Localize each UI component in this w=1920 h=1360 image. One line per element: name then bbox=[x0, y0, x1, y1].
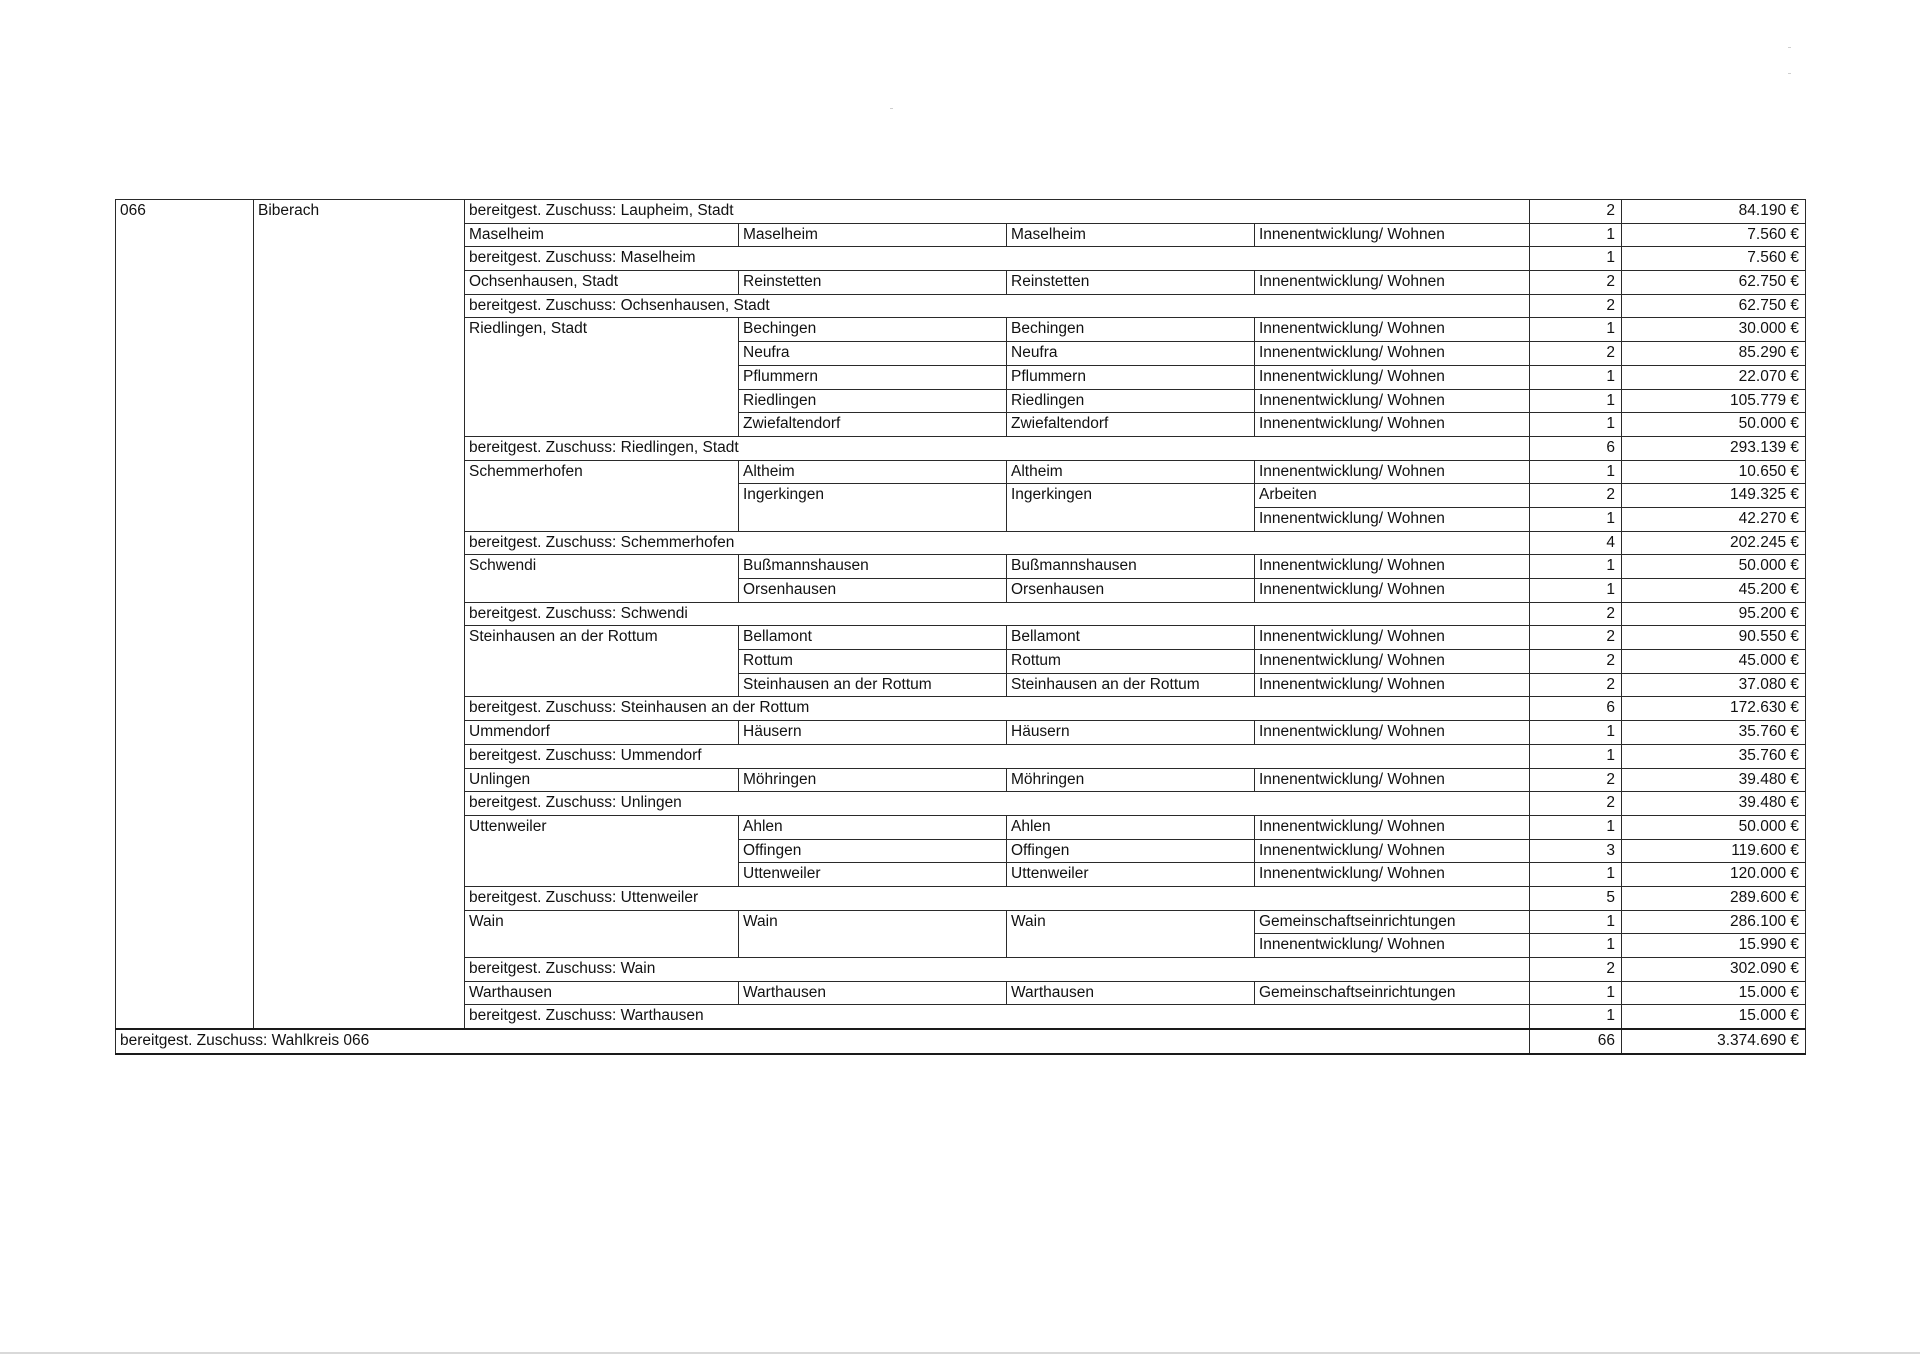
ortsteil-cell: Warthausen bbox=[739, 981, 1007, 1005]
anzahl-cell: 1 bbox=[1530, 934, 1622, 958]
betrag-cell: 7.560 € bbox=[1622, 247, 1806, 271]
anzahl-cell: 6 bbox=[1530, 697, 1622, 721]
ortsteil-cell: Bellamont bbox=[739, 626, 1007, 650]
schwerpunkt-cell: Innenentwicklung/ Wohnen bbox=[1255, 839, 1530, 863]
schwerpunkt-cell: Innenentwicklung/ Wohnen bbox=[1255, 863, 1530, 887]
anzahl-cell: 1 bbox=[1530, 460, 1622, 484]
total-betrag: 3.374.690 € bbox=[1622, 1029, 1806, 1054]
anzahl-cell: 4 bbox=[1530, 531, 1622, 555]
schwerpunkt-cell: Innenentwicklung/ Wohnen bbox=[1255, 815, 1530, 839]
betrag-cell: 95.200 € bbox=[1622, 602, 1806, 626]
page-bottom-edge bbox=[0, 1352, 1920, 1354]
ort-cell: Riedlingen bbox=[1007, 389, 1255, 413]
ortsteil-cell: Möhringen bbox=[739, 768, 1007, 792]
schwerpunkt-cell: Innenentwicklung/ Wohnen bbox=[1255, 650, 1530, 674]
ortsteil-cell: Steinhausen an der Rottum bbox=[739, 673, 1007, 697]
betrag-cell: 289.600 € bbox=[1622, 886, 1806, 910]
gemeinde-cell: Steinhausen an der Rottum bbox=[465, 626, 739, 697]
anzahl-cell: 2 bbox=[1530, 792, 1622, 816]
total-anzahl: 66 bbox=[1530, 1029, 1622, 1054]
ort-cell: Ingerkingen bbox=[1007, 484, 1255, 531]
ortsteil-cell: Reinstetten bbox=[739, 271, 1007, 295]
anzahl-cell: 2 bbox=[1530, 342, 1622, 366]
anzahl-cell: 5 bbox=[1530, 886, 1622, 910]
betrag-cell: 50.000 € bbox=[1622, 815, 1806, 839]
ortsteil-cell: Pflummern bbox=[739, 365, 1007, 389]
betrag-cell: 105.779 € bbox=[1622, 389, 1806, 413]
schwerpunkt-cell: Innenentwicklung/ Wohnen bbox=[1255, 389, 1530, 413]
anzahl-cell: 1 bbox=[1530, 389, 1622, 413]
betrag-cell: 62.750 € bbox=[1622, 271, 1806, 295]
betrag-cell: 85.290 € bbox=[1622, 342, 1806, 366]
schwerpunkt-cell: Innenentwicklung/ Wohnen bbox=[1255, 934, 1530, 958]
ortsteil-cell: Riedlingen bbox=[739, 389, 1007, 413]
ort-cell: Ahlen bbox=[1007, 815, 1255, 839]
anzahl-cell: 1 bbox=[1530, 365, 1622, 389]
subtotal-label: bereitgest. Zuschuss: Steinhausen an der Rottum bbox=[465, 697, 1530, 721]
anzahl-cell: 1 bbox=[1530, 910, 1622, 934]
anzahl-cell: 2 bbox=[1530, 673, 1622, 697]
ortsteil-cell: Bechingen bbox=[739, 318, 1007, 342]
schwerpunkt-cell: Gemeinschaftseinrichtungen bbox=[1255, 910, 1530, 934]
anzahl-cell: 1 bbox=[1530, 247, 1622, 271]
ortsteil-cell: Neufra bbox=[739, 342, 1007, 366]
anzahl-cell: 2 bbox=[1530, 294, 1622, 318]
ort-cell: Bußmannshausen bbox=[1007, 555, 1255, 579]
ortsteil-cell: Uttenweiler bbox=[739, 863, 1007, 887]
schwerpunkt-cell: Arbeiten bbox=[1255, 484, 1530, 508]
betrag-cell: 15.000 € bbox=[1622, 981, 1806, 1005]
scan-artifact bbox=[890, 108, 893, 109]
subtotal-label: bereitgest. Zuschuss: Warthausen bbox=[465, 1005, 1530, 1029]
ortsteil-cell: Bußmannshausen bbox=[739, 555, 1007, 579]
gemeinde-cell: Ummendorf bbox=[465, 721, 739, 745]
subtotal-label: bereitgest. Zuschuss: Laupheim, Stadt bbox=[465, 200, 1530, 224]
betrag-cell: 39.480 € bbox=[1622, 792, 1806, 816]
schwerpunkt-cell: Innenentwicklung/ Wohnen bbox=[1255, 342, 1530, 366]
ort-cell: Reinstetten bbox=[1007, 271, 1255, 295]
anzahl-cell: 2 bbox=[1530, 626, 1622, 650]
ortsteil-cell: Altheim bbox=[739, 460, 1007, 484]
schwerpunkt-cell: Innenentwicklung/ Wohnen bbox=[1255, 721, 1530, 745]
anzahl-cell: 1 bbox=[1530, 1005, 1622, 1029]
subtotal-row bbox=[116, 200, 1806, 224]
betrag-cell: 15.990 € bbox=[1622, 934, 1806, 958]
subtotal-label: bereitgest. Zuschuss: Wain bbox=[465, 958, 1530, 982]
ortsteil-cell: Wain bbox=[739, 910, 1007, 957]
anzahl-cell: 2 bbox=[1530, 602, 1622, 626]
anzahl-cell: 1 bbox=[1530, 744, 1622, 768]
betrag-cell: 45.000 € bbox=[1622, 650, 1806, 674]
anzahl-cell: 1 bbox=[1530, 579, 1622, 603]
ort-cell: Bechingen bbox=[1007, 318, 1255, 342]
betrag-cell: 202.245 € bbox=[1622, 531, 1806, 555]
ort-cell: Pflummern bbox=[1007, 365, 1255, 389]
anzahl-cell: 2 bbox=[1530, 200, 1622, 224]
betrag-cell: 90.550 € bbox=[1622, 626, 1806, 650]
betrag-cell: 35.760 € bbox=[1622, 721, 1806, 745]
subtotal-label: bereitgest. Zuschuss: Riedlingen, Stadt bbox=[465, 436, 1530, 460]
betrag-cell: 45.200 € bbox=[1622, 579, 1806, 603]
ort-cell: Neufra bbox=[1007, 342, 1255, 366]
anzahl-cell: 3 bbox=[1530, 839, 1622, 863]
gemeinde-cell: Riedlingen, Stadt bbox=[465, 318, 739, 436]
subtotal-label: bereitgest. Zuschuss: Uttenweiler bbox=[465, 886, 1530, 910]
betrag-cell: 120.000 € bbox=[1622, 863, 1806, 887]
schwerpunkt-cell: Innenentwicklung/ Wohnen bbox=[1255, 271, 1530, 295]
scan-artifact bbox=[1788, 47, 1791, 48]
kreis-name: Biberach bbox=[254, 200, 465, 1030]
subtotal-label: bereitgest. Zuschuss: Ummendorf bbox=[465, 744, 1530, 768]
gemeinde-cell: Unlingen bbox=[465, 768, 739, 792]
betrag-cell: 7.560 € bbox=[1622, 223, 1806, 247]
betrag-cell: 302.090 € bbox=[1622, 958, 1806, 982]
betrag-cell: 37.080 € bbox=[1622, 673, 1806, 697]
anzahl-cell: 2 bbox=[1530, 484, 1622, 508]
ortsteil-cell: Zwiefaltendorf bbox=[739, 413, 1007, 437]
betrag-cell: 172.630 € bbox=[1622, 697, 1806, 721]
gemeinde-cell: Schwendi bbox=[465, 555, 739, 602]
gemeinde-cell: Wain bbox=[465, 910, 739, 957]
ort-cell: Häusern bbox=[1007, 721, 1255, 745]
anzahl-cell: 1 bbox=[1530, 507, 1622, 531]
betrag-cell: 293.139 € bbox=[1622, 436, 1806, 460]
betrag-cell: 84.190 € bbox=[1622, 200, 1806, 224]
schwerpunkt-cell: Innenentwicklung/ Wohnen bbox=[1255, 365, 1530, 389]
ort-cell: Altheim bbox=[1007, 460, 1255, 484]
ort-cell: Steinhausen an der Rottum bbox=[1007, 673, 1255, 697]
gemeinde-cell: Maselheim bbox=[465, 223, 739, 247]
betrag-cell: 39.480 € bbox=[1622, 768, 1806, 792]
anzahl-cell: 2 bbox=[1530, 768, 1622, 792]
schwerpunkt-cell: Innenentwicklung/ Wohnen bbox=[1255, 413, 1530, 437]
ortsteil-cell: Rottum bbox=[739, 650, 1007, 674]
betrag-cell: 119.600 € bbox=[1622, 839, 1806, 863]
ort-cell: Orsenhausen bbox=[1007, 579, 1255, 603]
betrag-cell: 42.270 € bbox=[1622, 507, 1806, 531]
anzahl-cell: 1 bbox=[1530, 721, 1622, 745]
schwerpunkt-cell: Innenentwicklung/ Wohnen bbox=[1255, 579, 1530, 603]
betrag-cell: 10.650 € bbox=[1622, 460, 1806, 484]
betrag-cell: 22.070 € bbox=[1622, 365, 1806, 389]
betrag-cell: 149.325 € bbox=[1622, 484, 1806, 508]
ortsteil-cell: Ahlen bbox=[739, 815, 1007, 839]
schwerpunkt-cell: Innenentwicklung/ Wohnen bbox=[1255, 507, 1530, 531]
betrag-cell: 35.760 € bbox=[1622, 744, 1806, 768]
betrag-cell: 50.000 € bbox=[1622, 413, 1806, 437]
total-row bbox=[116, 1029, 1806, 1054]
schwerpunkt-cell: Innenentwicklung/ Wohnen bbox=[1255, 673, 1530, 697]
anzahl-cell: 1 bbox=[1530, 318, 1622, 342]
ortsteil-cell: Orsenhausen bbox=[739, 579, 1007, 603]
table-body bbox=[116, 200, 1806, 1054]
ortsteil-cell: Ingerkingen bbox=[739, 484, 1007, 531]
betrag-cell: 15.000 € bbox=[1622, 1005, 1806, 1029]
ortsteil-cell: Häusern bbox=[739, 721, 1007, 745]
schwerpunkt-cell: Innenentwicklung/ Wohnen bbox=[1255, 318, 1530, 342]
schwerpunkt-cell: Gemeinschaftseinrichtungen bbox=[1255, 981, 1530, 1005]
schwerpunkt-cell: Innenentwicklung/ Wohnen bbox=[1255, 460, 1530, 484]
ort-cell: Offingen bbox=[1007, 839, 1255, 863]
subtotal-label: bereitgest. Zuschuss: Unlingen bbox=[465, 792, 1530, 816]
anzahl-cell: 1 bbox=[1530, 981, 1622, 1005]
schwerpunkt-cell: Innenentwicklung/ Wohnen bbox=[1255, 626, 1530, 650]
subtotal-label: bereitgest. Zuschuss: Maselheim bbox=[465, 247, 1530, 271]
schwerpunkt-cell: Innenentwicklung/ Wohnen bbox=[1255, 768, 1530, 792]
betrag-cell: 62.750 € bbox=[1622, 294, 1806, 318]
wahlkreis-number: 066 bbox=[116, 200, 254, 1030]
betrag-cell: 286.100 € bbox=[1622, 910, 1806, 934]
anzahl-cell: 2 bbox=[1530, 271, 1622, 295]
betrag-cell: 50.000 € bbox=[1622, 555, 1806, 579]
subtotal-label: bereitgest. Zuschuss: Schwendi bbox=[465, 602, 1530, 626]
schwerpunkt-cell: Innenentwicklung/ Wohnen bbox=[1255, 223, 1530, 247]
anzahl-cell: 2 bbox=[1530, 958, 1622, 982]
ortsteil-cell: Offingen bbox=[739, 839, 1007, 863]
gemeinde-cell: Schemmerhofen bbox=[465, 460, 739, 531]
schwerpunkt-cell: Innenentwicklung/ Wohnen bbox=[1255, 555, 1530, 579]
ort-cell: Uttenweiler bbox=[1007, 863, 1255, 887]
anzahl-cell: 1 bbox=[1530, 863, 1622, 887]
ort-cell: Warthausen bbox=[1007, 981, 1255, 1005]
subtotal-label: bereitgest. Zuschuss: Ochsenhausen, Stadt bbox=[465, 294, 1530, 318]
anzahl-cell: 2 bbox=[1530, 650, 1622, 674]
gemeinde-cell: Uttenweiler bbox=[465, 815, 739, 886]
gemeinde-cell: Ochsenhausen, Stadt bbox=[465, 271, 739, 295]
ort-cell: Rottum bbox=[1007, 650, 1255, 674]
anzahl-cell: 1 bbox=[1530, 815, 1622, 839]
subtotal-label: bereitgest. Zuschuss: Schemmerhofen bbox=[465, 531, 1530, 555]
scan-artifact bbox=[1788, 73, 1791, 74]
gemeinde-cell: Warthausen bbox=[465, 981, 739, 1005]
ort-cell: Zwiefaltendorf bbox=[1007, 413, 1255, 437]
ort-cell: Maselheim bbox=[1007, 223, 1255, 247]
betrag-cell: 30.000 € bbox=[1622, 318, 1806, 342]
anzahl-cell: 1 bbox=[1530, 555, 1622, 579]
ortsteil-cell: Maselheim bbox=[739, 223, 1007, 247]
anzahl-cell: 6 bbox=[1530, 436, 1622, 460]
ort-cell: Wain bbox=[1007, 910, 1255, 957]
total-label: bereitgest. Zuschuss: Wahlkreis 066 bbox=[116, 1029, 1530, 1054]
ort-cell: Bellamont bbox=[1007, 626, 1255, 650]
funding-table bbox=[115, 199, 1806, 1055]
anzahl-cell: 1 bbox=[1530, 223, 1622, 247]
ort-cell: Möhringen bbox=[1007, 768, 1255, 792]
anzahl-cell: 1 bbox=[1530, 413, 1622, 437]
